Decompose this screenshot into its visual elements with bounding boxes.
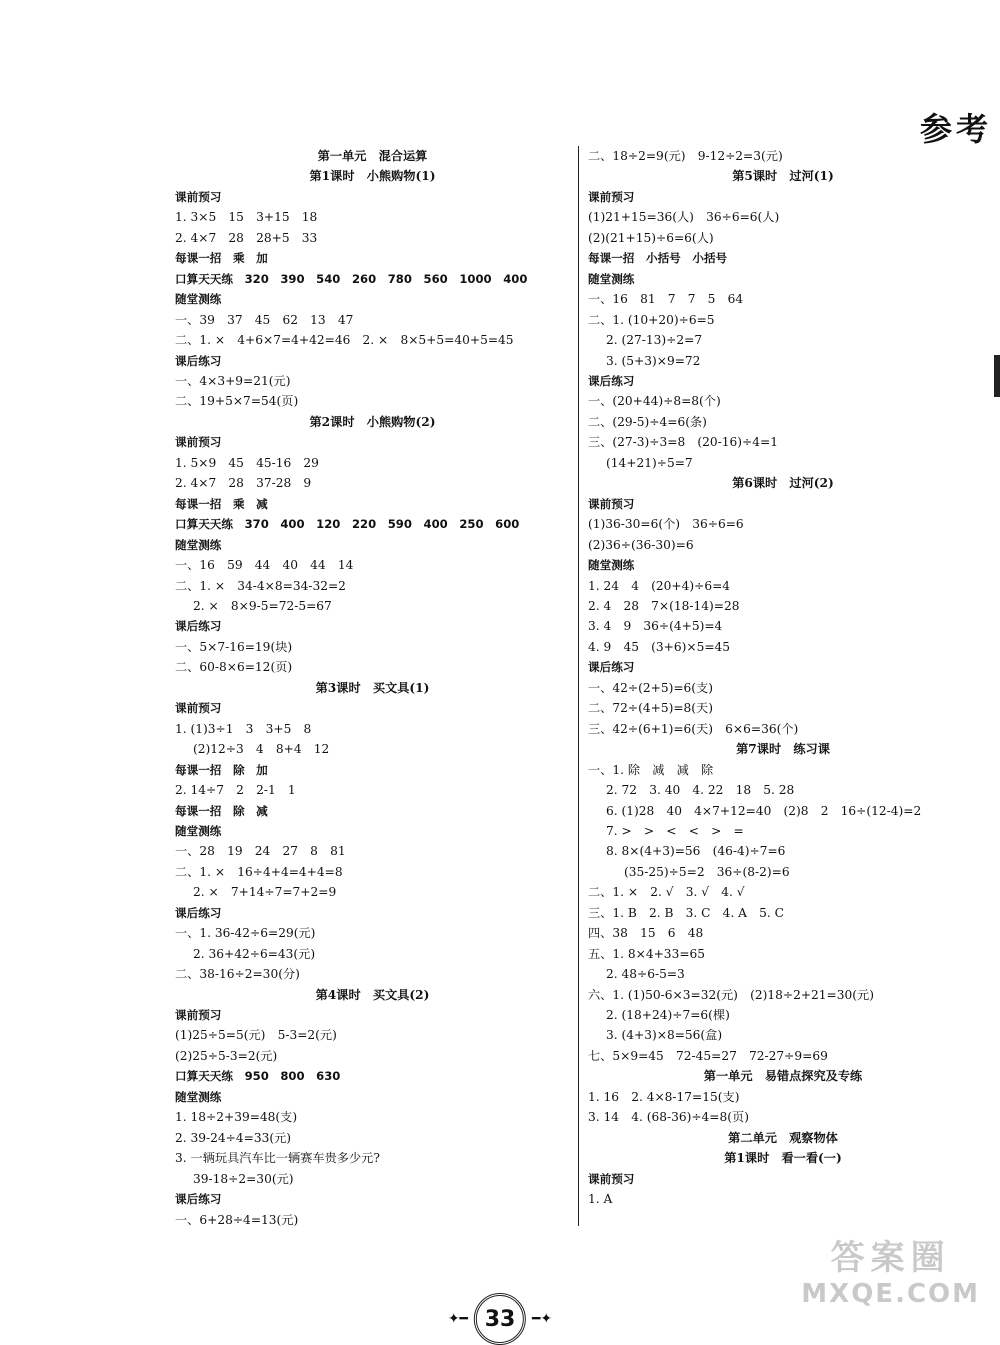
answer-line: 二、1. × 4+6×7=4+42=46 2. × 8×5+5=40+5=45 xyxy=(175,333,514,348)
answer-line: 七、5×9=45 72-45=27 72-27÷9=69 xyxy=(588,1048,828,1063)
answer-line: 二、1. × 16÷4+4=4+4=8 xyxy=(175,864,343,879)
answer-line: 二、19+5×7=54(页) xyxy=(175,394,299,409)
section-heading: 第7课时 练习课 xyxy=(736,742,830,757)
answer-line: 2. 48÷6-5=3 xyxy=(606,967,685,982)
left-answer-column xyxy=(175,146,570,1230)
section-heading: 第2课时 小熊购物(2) xyxy=(309,414,436,429)
page-number: 33 xyxy=(474,1293,526,1345)
subsection-label: 口算天天练 950 800 630 xyxy=(175,1069,341,1084)
answer-line: (2)25÷5-3=2(元) xyxy=(175,1048,278,1063)
section-heading: 第一单元 易错点探究及专练 xyxy=(703,1069,863,1084)
answer-line: 3. 4 9 36÷(4+5)=4 xyxy=(588,619,723,634)
section-heading: 第二单元 观察物体 xyxy=(728,1130,838,1145)
ornament-right-icon: ━✦ xyxy=(532,1311,553,1327)
answer-line: 二、72÷(4+5)=8(天) xyxy=(588,701,713,716)
page-number-badge xyxy=(448,1293,552,1345)
watermark-url: MXQE.COM xyxy=(801,1279,980,1309)
answer-line: 1. 5×9 45 45-16 29 xyxy=(175,455,319,470)
answer-line: 一、6+28÷4=13(元) xyxy=(175,1212,299,1227)
subsection-label: 课后练习 xyxy=(175,619,222,634)
answer-line: 2. 4×7 28 28+5 33 xyxy=(175,230,318,245)
answer-line: 三、1. B 2. B 3. C 4. A 5. C xyxy=(588,905,784,920)
answer-line: 7. > > < < > = xyxy=(606,823,744,838)
section-heading: 第1课时 小熊购物(1) xyxy=(309,169,436,184)
answer-line: 3. 一辆玩具汽车比一辆赛车贵多少元? xyxy=(175,1151,380,1166)
subsection-label: 每课一招 除 加 xyxy=(175,762,268,777)
subsection-label: 课后练习 xyxy=(175,1192,222,1207)
section-heading: 第1课时 看一看(一) xyxy=(724,1151,842,1166)
subsection-label: 随堂测练 xyxy=(588,558,635,573)
section-heading: 第4课时 买文具(2) xyxy=(315,987,430,1002)
answer-line: 2. 39-24÷4=33(元) xyxy=(175,1130,292,1145)
edge-print-mark xyxy=(994,355,1000,397)
answer-line: (14+21)÷5=7 xyxy=(606,455,693,470)
subsection-label: 课前预习 xyxy=(588,189,635,204)
answer-line: 一、16 81 7 7 5 64 xyxy=(588,292,744,307)
subsection-label: 课前预习 xyxy=(175,701,222,716)
answer-line: 4. 9 45 (3+6)×5=45 xyxy=(588,639,731,654)
answer-line: 二、(29-5)÷4=6(条) xyxy=(588,414,707,429)
answer-line: 39-18÷2=30(元) xyxy=(193,1171,294,1186)
subsection-label: 课后练习 xyxy=(588,660,635,675)
page-corner-title: 参考 xyxy=(919,110,992,148)
ornament-left-icon: ✦━ xyxy=(447,1311,468,1327)
answer-line: 3. (5+3)×9=72 xyxy=(606,353,701,368)
answer-line: 三、42÷(6+1)=6(天) 6×6=36(个) xyxy=(588,721,799,736)
answer-line: 2. 14÷7 2 2-1 1 xyxy=(175,783,296,798)
subsection-label: 每课一招 乘 加 xyxy=(175,251,268,266)
answer-line: (1)21+15=36(人) 36÷6=6(人) xyxy=(588,210,780,225)
subsection-label: 课前预习 xyxy=(175,189,222,204)
subsection-label: 随堂测练 xyxy=(588,271,635,286)
watermark-logo-text: 答案圈 xyxy=(830,1238,951,1278)
answer-line: 三、(27-3)÷3=8 (20-16)÷4=1 xyxy=(588,435,778,450)
section-heading: 第一单元 混合运算 xyxy=(317,149,428,163)
answer-line: 8. 8×(4+3)=56 (46-4)÷7=6 xyxy=(606,844,786,859)
subsection-label: 口算天天练 320 390 540 260 780 560 1000 400 xyxy=(175,271,528,286)
answer-line: 1. 16 2. 4×8-17=15(支) xyxy=(588,1089,740,1104)
subsection-label: 课前预习 xyxy=(175,1008,222,1023)
answer-line: 一、(20+44)÷8=8(个) xyxy=(588,394,721,409)
answer-line: 2. 4 28 7×(18-14)=28 xyxy=(588,598,740,613)
answer-line: 一、5×7-16=19(块) xyxy=(175,639,293,654)
answer-line: (2)(21+15)÷6=6(人) xyxy=(588,230,714,245)
subsection-label: 每课一招 小括号 小括号 xyxy=(588,251,728,266)
answer-line: 一、4×3+9=21(元) xyxy=(175,373,291,388)
answer-line: 二、1. × 34-4×8=34-32=2 xyxy=(175,578,346,593)
subsection-label: 随堂测练 xyxy=(175,823,222,838)
section-heading: 第6课时 过河(2) xyxy=(732,476,834,491)
answer-line: 一、42÷(2+5)=6(支) xyxy=(588,680,713,695)
answer-line: (2)12÷3 4 8+4 12 xyxy=(193,742,330,757)
answer-line: (2)36÷(36-30)=6 xyxy=(588,537,694,552)
answer-line: 一、1. 除 减 减 除 xyxy=(588,762,714,777)
answer-line: 6. (1)28 40 4×7+12=40 (2)8 2 16÷(12-4)=2 xyxy=(606,803,922,818)
column-divider xyxy=(578,146,579,1226)
answer-line: 1. 24 4 (20+4)÷6=4 xyxy=(588,578,731,593)
subsection-label: 随堂测练 xyxy=(175,292,222,307)
subsection-label: 课后练习 xyxy=(588,373,635,388)
answer-line: 1. 18÷2+39=48(支) xyxy=(175,1110,298,1125)
answer-line: 1. A xyxy=(588,1192,613,1207)
answer-line: 2. × 8×9-5=72-5=67 xyxy=(193,598,332,613)
answer-line: 二、38-16÷2=30(分) xyxy=(175,967,300,982)
answer-line: 二、1. × 2. √ 3. √ 4. √ xyxy=(588,885,745,900)
answer-line: (1)36-30=6(个) 36÷6=6 xyxy=(588,517,744,532)
answer-line: 2. 36+42÷6=43(元) xyxy=(193,946,316,961)
subsection-label: 课前预习 xyxy=(588,496,635,511)
subsection-label: 每课一招 乘 减 xyxy=(175,496,268,511)
answer-line: 2. × 7+14÷7=7+2=9 xyxy=(193,885,337,900)
section-heading: 第5课时 过河(1) xyxy=(732,169,834,184)
answer-line: 六、1. (1)50-6×3=32(元) (2)18÷2+21=30(元) xyxy=(588,987,874,1002)
answer-line: 一、1. 36-42÷6=29(元) xyxy=(175,926,316,941)
subsection-label: 课后练习 xyxy=(175,905,222,920)
right-answer-column xyxy=(588,146,978,1210)
answer-line: 1. 3×5 15 3+15 18 xyxy=(175,210,318,225)
answer-line: 3. 14 4. (68-36)÷4=8(页) xyxy=(588,1110,749,1125)
answer-line: 2. (18+24)÷7=6(棵) xyxy=(606,1008,730,1023)
subsection-label: 每课一招 除 减 xyxy=(175,803,268,818)
answer-line: 3. (4+3)×8=56(盒) xyxy=(606,1028,723,1043)
answer-line: 一、16 59 44 40 44 14 xyxy=(175,558,354,573)
answer-line: 1. (1)3÷1 3 3+5 8 xyxy=(175,721,312,736)
answer-line: 一、39 37 45 62 13 47 xyxy=(175,312,354,327)
answer-line: (35-25)÷5=2 36÷(8-2)=6 xyxy=(624,864,790,879)
answer-line: 五、1. 8×4+33=65 xyxy=(588,946,706,961)
answer-line: 二、18÷2=9(元) 9-12÷2=3(元) xyxy=(588,149,783,163)
section-heading: 第3课时 买文具(1) xyxy=(315,680,430,695)
subsection-label: 课前预习 xyxy=(588,1171,635,1186)
subsection-label: 课后练习 xyxy=(175,353,222,368)
answer-line: 一、28 19 24 27 8 81 xyxy=(175,844,346,859)
answer-line: 2. 4×7 28 37-28 9 xyxy=(175,476,312,491)
answer-line: 四、38 15 6 48 xyxy=(588,926,704,941)
subsection-label: 随堂测练 xyxy=(175,1089,222,1104)
answer-line: 二、1. (10+20)÷6=5 xyxy=(588,312,715,327)
subsection-label: 口算天天练 370 400 120 220 590 400 250 600 xyxy=(175,517,520,532)
watermark xyxy=(801,1230,980,1309)
answer-line: 2. (27-13)÷2=7 xyxy=(606,333,703,348)
answer-line: 二、60-8×6=12(页) xyxy=(175,660,293,675)
answer-line: 2. 72 3. 40 4. 22 18 5. 28 xyxy=(606,783,795,798)
subsection-label: 课前预习 xyxy=(175,435,222,450)
answer-line: (1)25÷5=5(元) 5-3=2(元) xyxy=(175,1028,337,1043)
subsection-label: 随堂测练 xyxy=(175,537,222,552)
